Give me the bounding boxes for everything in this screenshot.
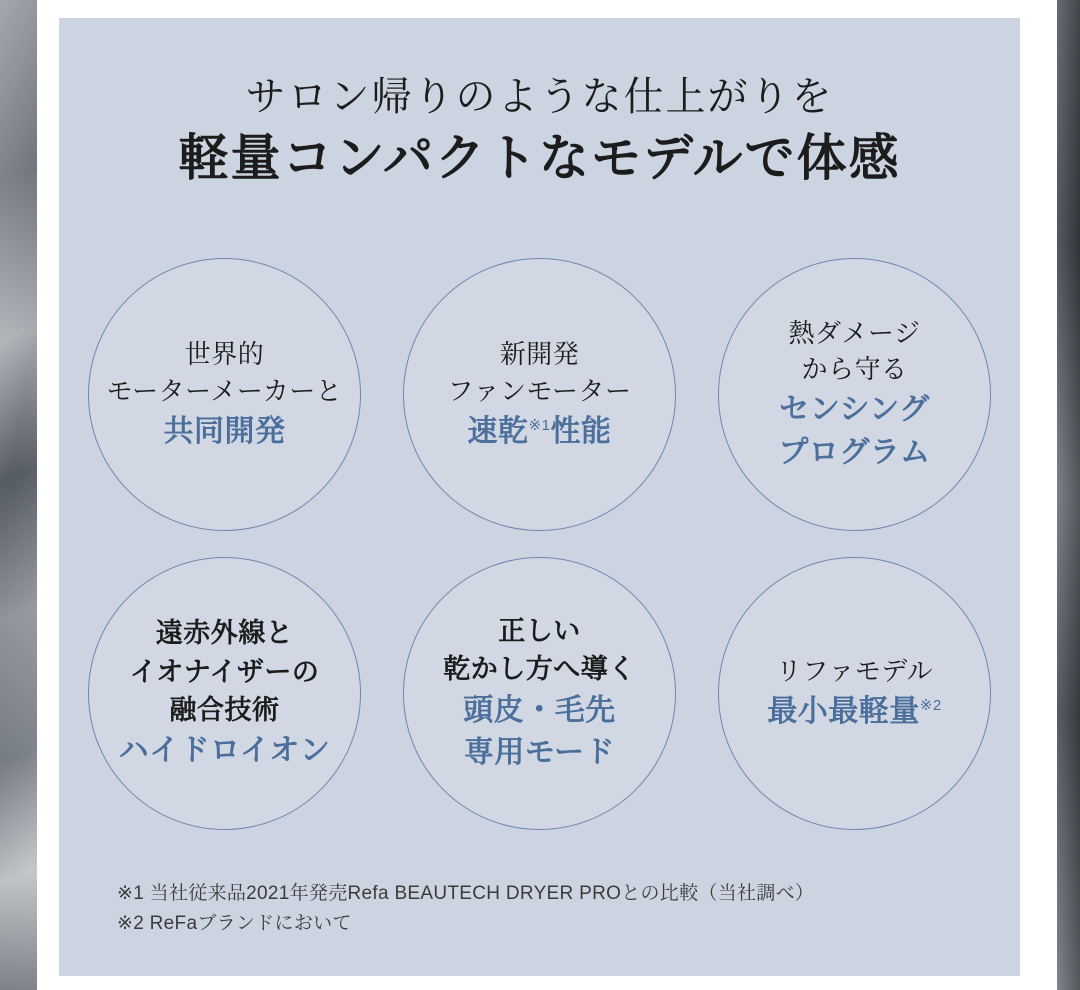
feature-sensing-program: [718, 258, 991, 531]
feature-co-development: [88, 258, 361, 531]
headline-line-2: 軽量コンパクトなモデルで体感: [178, 130, 901, 186]
feature-line: 熱ダメージ: [788, 317, 921, 348]
feature-line: 遠赤外線と: [155, 618, 294, 649]
feature-line-accent: プログラム: [778, 435, 931, 469]
content-panel-inner: [59, 18, 1020, 976]
feature-line: から守る: [801, 354, 908, 385]
feature-dedicated-mode: [403, 557, 676, 830]
feature-line-accent: [767, 691, 941, 734]
feature-smallest-lightest: [718, 557, 991, 830]
feature-line: ファンモーター: [447, 375, 632, 406]
feature-hydro-ion: [88, 557, 361, 830]
feature-line: モーターメーカーと: [106, 375, 343, 406]
feature-line-accent: 頭皮・毛先: [463, 693, 616, 727]
footnotes: [117, 879, 814, 938]
feature-line: イオナイザーの: [129, 656, 320, 687]
page-title: [59, 70, 1020, 191]
feature-line-accent: [468, 411, 612, 454]
feature-accent-word: 速乾: [467, 414, 529, 448]
feature-line: 世界的: [184, 338, 265, 369]
feature-line-accent: 専用モード: [463, 736, 616, 770]
feature-circles: [59, 258, 1020, 830]
headline-line-1: サロン帰りのような仕上がりを: [245, 75, 834, 119]
footnote-1: ※1 当社従来品2021年発売Refa BEAUTECH DRYER PROとの比較（当社調べ）: [117, 883, 815, 905]
right-photo-strip: [1057, 0, 1080, 990]
feature-accent-suffix: 性能: [550, 414, 612, 448]
feature-line-accent: ハイドロイオン: [118, 734, 331, 768]
feature-accent-word: 最小最軽量: [767, 695, 920, 729]
feature-line-accent: センシング: [779, 393, 930, 427]
footnote-marker: ※1: [528, 416, 551, 434]
feature-row-top: [88, 258, 991, 531]
feature-row-bottom: [88, 557, 991, 830]
feature-line: 正しい: [498, 616, 581, 647]
feature-line: 乾かし方へ導く: [443, 654, 636, 685]
content-panel: [37, 0, 1042, 990]
feature-line: 新開発: [499, 338, 580, 369]
feature-line-accent: 共同開発: [163, 414, 286, 448]
feature-line: 融合技術: [169, 694, 280, 725]
footnote-marker: ※2: [919, 697, 942, 715]
feature-line: リファモデル: [775, 656, 934, 687]
left-photo-strip: [0, 0, 37, 990]
footnote-2: ※2 ReFaブランドにおいて: [117, 912, 352, 934]
feature-fan-motor: [403, 258, 676, 531]
